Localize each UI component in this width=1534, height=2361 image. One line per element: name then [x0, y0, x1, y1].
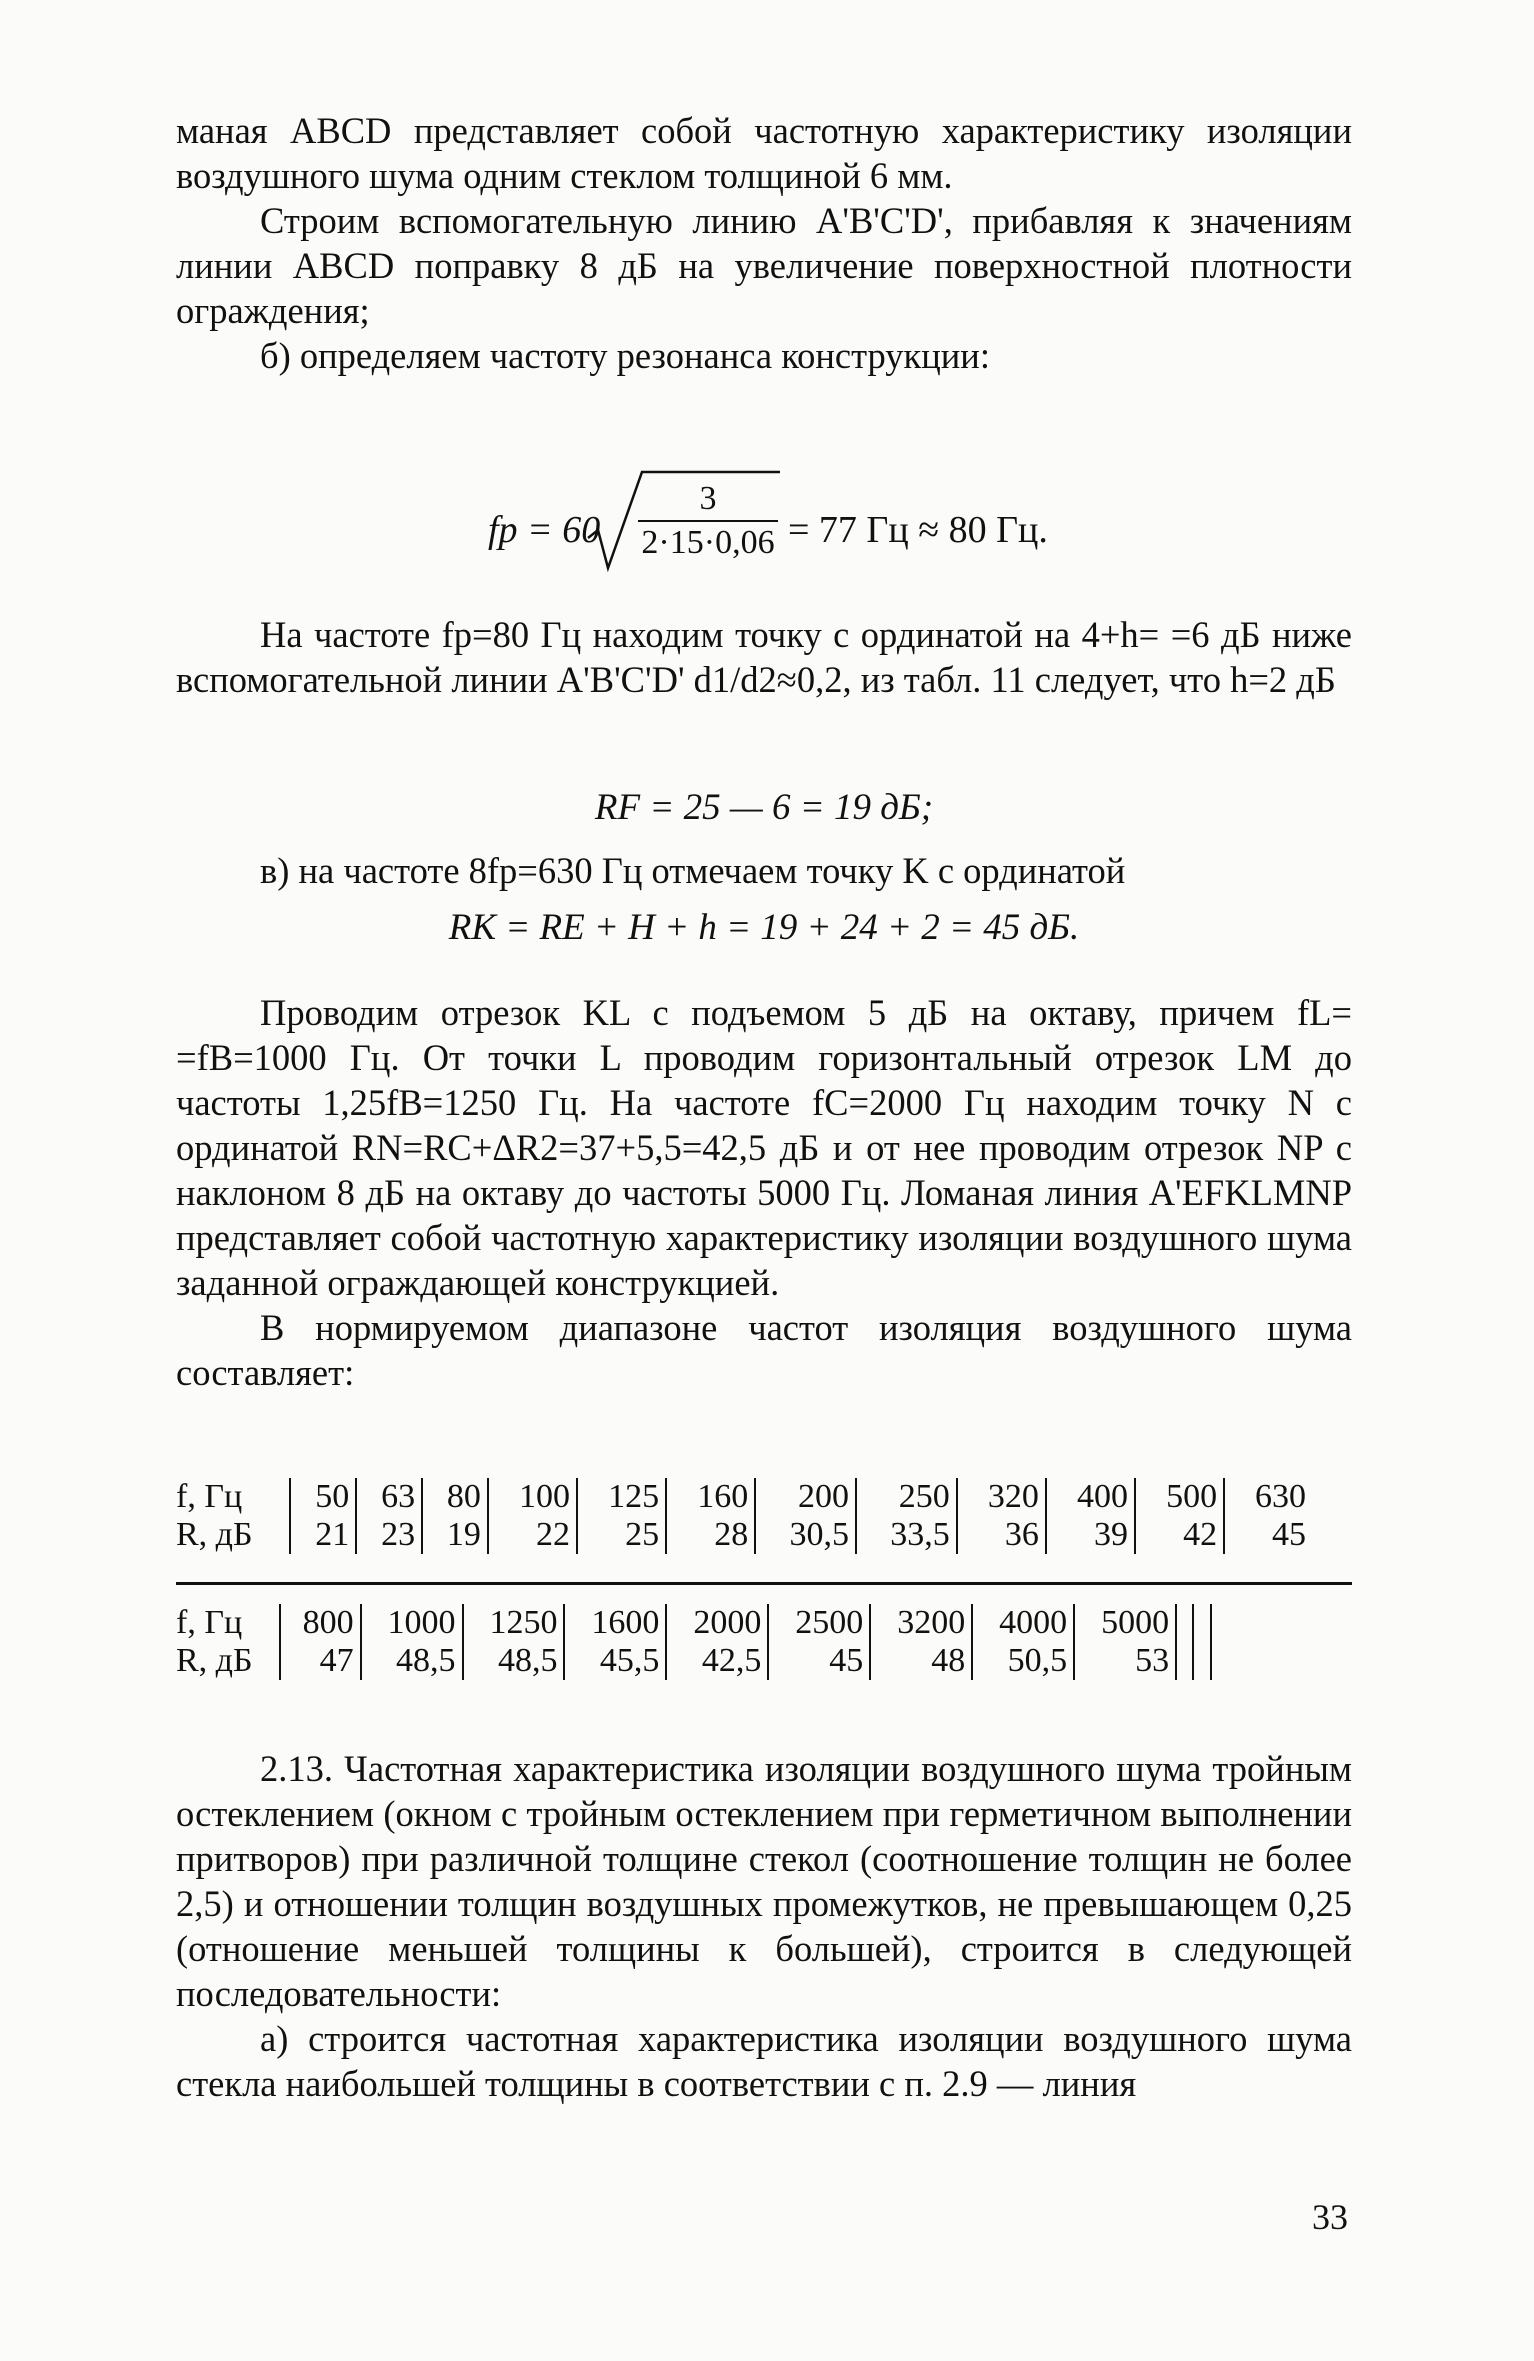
formula-fraction: [638, 480, 778, 562]
table-cell: 48: [870, 1642, 972, 1680]
table-cell: 5000: [1074, 1604, 1176, 1642]
table-cell: 200: [755, 1478, 856, 1516]
top-text-block: [176, 108, 1352, 378]
table-cell-empty: [1193, 1604, 1211, 1642]
table-cell: 36: [957, 1516, 1046, 1554]
table-row: [176, 1642, 1211, 1680]
row-label: R, дБ: [176, 1642, 253, 1679]
bottom-text-block: [176, 1746, 1352, 2106]
kl-paragraph-block: [176, 990, 1352, 1395]
table-cell: 53: [1074, 1642, 1176, 1680]
paragraph: В нормируемом диапазоне частот изоляция воздушного шума составляет:: [176, 1307, 1352, 1393]
table-cell: 1600: [564, 1604, 666, 1642]
paragraph: б) определяем частоту резонанса конструкции:: [260, 335, 990, 376]
table-cell: 42: [1135, 1516, 1224, 1554]
table-cell: 160: [666, 1478, 755, 1516]
table-cell: 320: [957, 1478, 1046, 1516]
paragraph: Строим вспомогательную линию A'B'C'D', прибавляя к значениям линии ABCD поправку 8 дБ на увеличение поверхностной плотности ограждения;: [176, 200, 1352, 331]
insulation-table-part2: [176, 1604, 1212, 1680]
table-cell: 22: [488, 1516, 577, 1554]
paragraph: маная ABCD представляет собой частотную характеристику изоляции воздушного шума одним стеклом толщиной 6 мм.: [176, 110, 1352, 196]
row-label: f, Гц: [176, 1604, 243, 1641]
table-cell: 33,5: [856, 1516, 957, 1554]
table-cell: 39: [1046, 1516, 1135, 1554]
insulation-table-part1: [176, 1478, 1312, 1554]
table-cell: 2000: [666, 1604, 768, 1642]
table-cell: 2500: [768, 1604, 870, 1642]
table-cell: 28: [666, 1516, 755, 1554]
table-cell: 63: [356, 1478, 422, 1516]
fp-paragraph-block: [176, 612, 1352, 702]
resonance-formula: [488, 468, 1128, 588]
table-cell: 125: [577, 1478, 666, 1516]
table-cell: 48,5: [361, 1642, 463, 1680]
table-cell: 1000: [361, 1604, 463, 1642]
row-label: f, Гц: [176, 1478, 243, 1515]
table-cell: 45: [1224, 1516, 1312, 1554]
paragraph: а) строится частотная характеристика изоляции воздушного шума стекла наибольшей толщины в соответствии с п. 2.9 — линия: [176, 2018, 1352, 2104]
table-row: [176, 1478, 1312, 1516]
formula-lhs: fр = 60: [488, 509, 601, 551]
table-row: [176, 1604, 1211, 1642]
table-cell: 19: [422, 1516, 488, 1554]
fraction-numerator: 3: [638, 480, 778, 522]
table-cell: 50,5: [972, 1642, 1074, 1680]
table-cell: 100: [488, 1478, 577, 1516]
table-cell: 250: [856, 1478, 957, 1516]
fraction-denominator: 2·15·0,06: [641, 524, 775, 561]
table-cell: 50: [290, 1478, 356, 1516]
table-cell-empty: [1176, 1642, 1193, 1680]
table-cell: 4000: [972, 1604, 1074, 1642]
table-cell: 23: [356, 1516, 422, 1554]
v-paragraph-block: [176, 848, 1352, 893]
table-cell: 80: [422, 1478, 488, 1516]
paragraph: На частоте fр=80 Гц находим точку с ординатой на 4+h= =6 дБ ниже вспомогательной линии A'B'C'D' d1/d2≈0,2, из табл. 11 следует, что h=2 дБ: [176, 614, 1352, 700]
formula-rf: RF = 25 — 6 = 19 дБ;: [594, 787, 934, 828]
table-cell: 630: [1224, 1478, 1312, 1516]
table-cell: 21: [290, 1516, 356, 1554]
table-cell: 400: [1046, 1478, 1135, 1516]
page-number: 33: [1312, 2197, 1348, 2237]
table-cell: 47: [280, 1642, 361, 1680]
paragraph: 2.13. Частотная характеристика изоляции воздушного шума тройным остеклением (окном с тройным остеклением при герметичном выполнении притворов) при различной толщине стекол (соотношение толщин не более 2,5) и отношении толщин воздушных промежутков, не превышающем 0,25 (отношение меньшей толщины к большей), строится в следующей последовательности:: [176, 1748, 1352, 2014]
table-cell: 800: [280, 1604, 361, 1642]
table-cell: 500: [1135, 1478, 1224, 1516]
table-cell: 25: [577, 1516, 666, 1554]
formula-rk: RK = RE + H + h = 19 + 24 + 2 = 45 дБ.: [448, 907, 1080, 948]
table-cell: 45: [768, 1642, 870, 1680]
table-cell: 42,5: [666, 1642, 768, 1680]
paragraph: Проводим отрезок KL с подъемом 5 дБ на октаву, причем fL= =fB=1000 Гц. От точки L проводим горизонтальный отрезок LM до частоты 1,25fB=1250 Гц. На частоте fC=2000 Гц находим точку N с ординатой RN=RC+ΔR2=37+5,5=42,5 дБ и от нее проводим отрезок NP с наклоном 8 дБ на октаву до частоты 5000 Гц. Ломаная линия A'EFKLMNP представляет собой частотную характеристику изоляции воздушного шума заданной ограждающей конструкцией.: [176, 992, 1352, 1303]
table-row: [176, 1516, 1312, 1554]
table-cell: 30,5: [755, 1516, 856, 1554]
table-divider: [176, 1582, 1352, 1585]
table-cell-empty: [1193, 1642, 1211, 1680]
table-cell: 45,5: [564, 1642, 666, 1680]
table-cell: 3200: [870, 1604, 972, 1642]
table-cell-empty: [1176, 1604, 1193, 1642]
paragraph: в) на частоте 8fр=630 Гц отмечаем точку K с ординатой: [260, 850, 1126, 891]
table-cell: 1250: [463, 1604, 565, 1642]
formula-rhs: = 77 Гц ≈ 80 Гц.: [788, 509, 1048, 551]
row-label: R, дБ: [176, 1516, 253, 1553]
table-cell: 48,5: [463, 1642, 565, 1680]
